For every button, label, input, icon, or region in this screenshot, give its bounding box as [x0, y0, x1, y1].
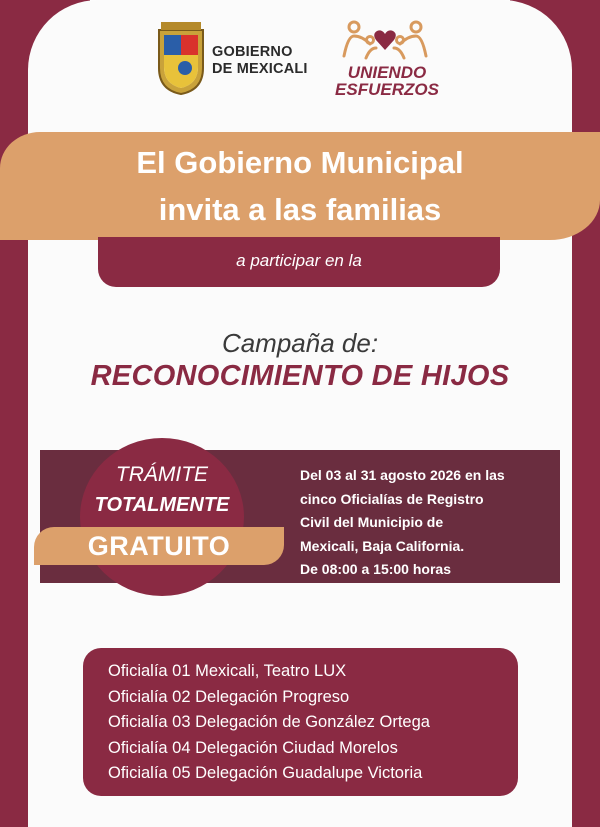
banner-title-line-2: invita a las familias — [158, 192, 442, 227]
campaign-name: RECONOCIMIENTO DE HIJOS — [90, 360, 510, 392]
unid-line-2: ESFUERZOS — [335, 80, 439, 99]
details-line: Mexicali, Baja California. — [300, 537, 465, 554]
list-item: Oficialía 02 Delegación Progreso — [108, 687, 350, 706]
details-line: Del 03 al 31 agosto 2026 en las — [300, 467, 505, 483]
gob-line-2: DE MEXICALI — [212, 61, 308, 77]
uniendo-esfuerzos-text — [322, 64, 452, 98]
coat-of-arms-icon — [155, 20, 207, 96]
offices-list — [108, 659, 430, 787]
details-line: Civil del Municipio de — [300, 514, 444, 530]
banner-subtitle: a participar en la — [236, 251, 362, 270]
details-line: cinco Oficialías de Registro — [300, 490, 484, 507]
unid-line-1: UNIENDO — [347, 63, 427, 82]
badge-line-2: TOTALMENTE — [94, 494, 230, 516]
campaign-label: Campaña de: — [221, 328, 379, 358]
family-heart-icon — [340, 18, 430, 62]
list-item: Oficialía 05 Delegación Guadalupe Victoria — [108, 764, 423, 782]
gob-line-1: GOBIERNO — [212, 44, 293, 60]
badge-circle — [80, 438, 244, 596]
list-item: Oficialía 01 Mexicali, Teatro LUX — [108, 662, 347, 680]
government-name — [212, 44, 308, 78]
list-item: Oficialía 04 Delegación Ciudad Morelos — [108, 738, 398, 757]
schedule-details — [300, 464, 555, 582]
badge-line-1: TRÁMITE — [115, 463, 209, 486]
banner-title-line-1: El Gobierno Municipal — [136, 145, 464, 180]
badge-line-3: GRATUITO — [87, 531, 231, 561]
details-line: De 08:00 a 15:00 horas — [300, 561, 451, 577]
list-item: Oficialía 03 Delegación de González Ortega — [108, 713, 430, 731]
